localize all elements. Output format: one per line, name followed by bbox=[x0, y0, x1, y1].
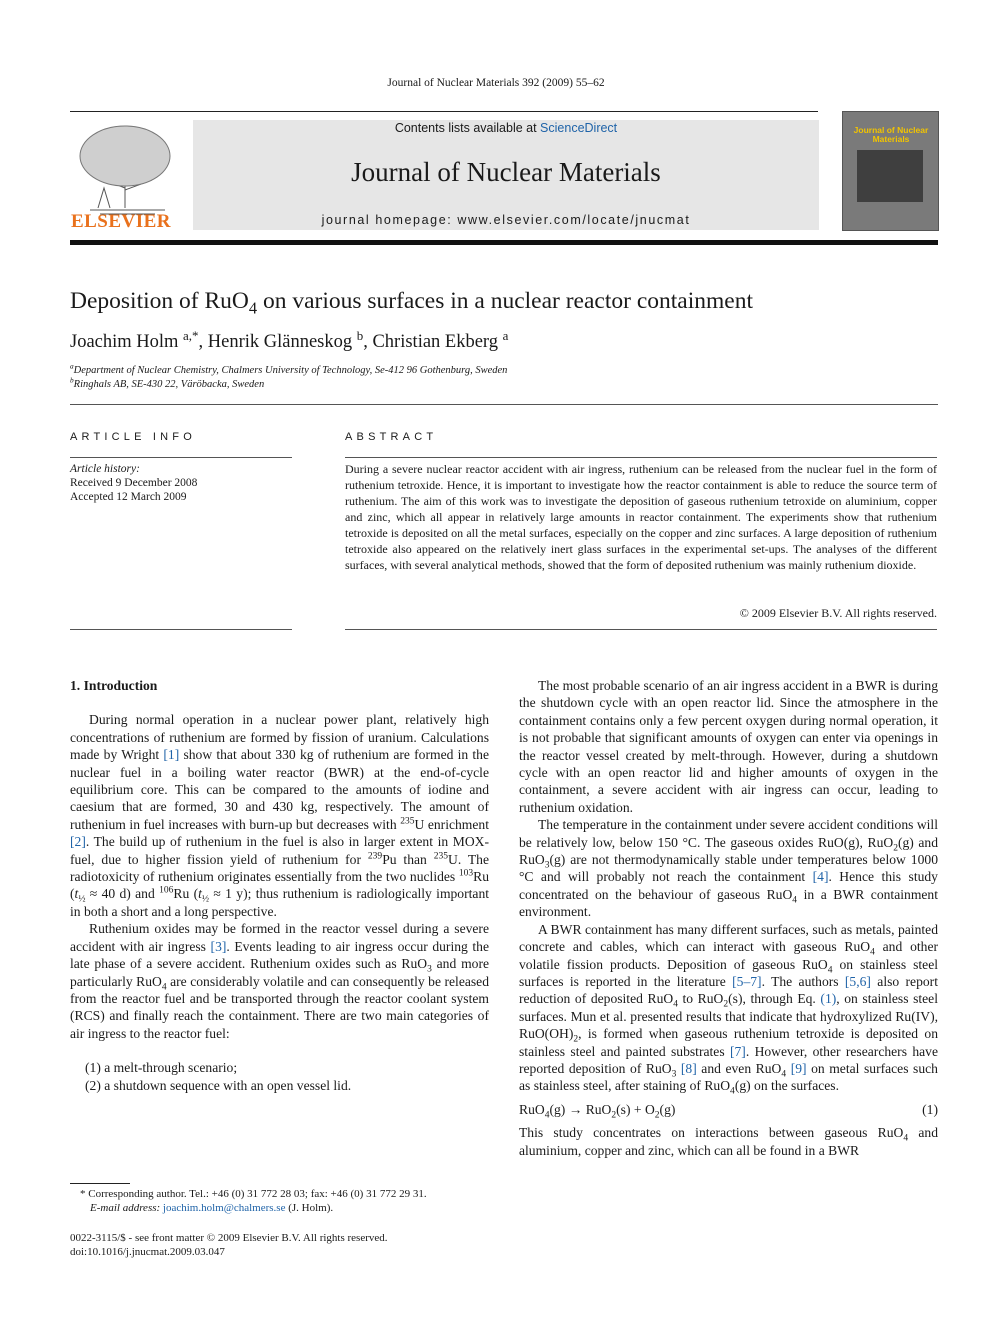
sciencedirect-link[interactable]: ScienceDirect bbox=[540, 121, 618, 135]
journal-title: Journal of Nuclear Materials bbox=[351, 157, 661, 187]
paragraph: Ruthenium oxides may be formed in the reactor vessel during a severe accident with air ingress [3]. Events leading to air ingress occur during the late phase of a severe accident. Ruthenium oxides such as RuO$_3$ and more particularly RuO$_4$ are considerably volatile and can consequently be released from the reactor fuel and be transported through the reactor coolant system (RCS) and finally reach the containment. There are two main categories of air ingress to the reactor fuel: bbox=[70, 921, 490, 1041]
contents-line: Contents lists available at ScienceDirect bbox=[394, 121, 618, 135]
affiliation: $^b$Ringhals AB, SE-430 22, Väröbacka, Sweden bbox=[70, 375, 265, 390]
paragraph: During normal operation in a nuclear power plant, relatively high concentrations of ruthenium are formed by fission of uranium. Calculations made by Wright [1] show that about 330 kg of ruthenium are formed in the nuclear fuel in a boiling water reactor (BWR) at the end-of-cycle equilibrium core. This can be compared to the amounts of iodine and caesium that are formed, 30 and 430 kg, respectively. The amount of ruthenium in fuel increases with burn-up but decreases with $^{235}$U enrichment [2]. The build up of ruthenium in the fuel is also in larger extent in MOX-fuel, due to higher fission yield of ruthenium for $^{239}$Pu than $^{235}$U. The radiotoxicity of ruthenium originates essentially from the two nuclides $^{103}$Ru ($t_{\frac{1}{2}} \approx 40$ d) and $^{106}$Ru ($t_{\frac{1}{2}} \approx 1$ y); thus ruthenium is radiologically important in both a short and a long perspective. bbox=[70, 712, 490, 919]
copyright-line: © 2009 Elsevier B.V. All rights reserved. bbox=[739, 606, 937, 620]
reference-link[interactable]: [3] bbox=[210, 938, 227, 954]
body-column-left bbox=[70, 677, 489, 1094]
reference-link[interactable]: [1] bbox=[163, 747, 180, 763]
footnote-rule bbox=[70, 1183, 130, 1184]
paragraph: This study concentrates on interactions between gaseous RuO$_4$ and aluminium, copper and zinc, which can all be found in a BWR bbox=[519, 1125, 939, 1158]
abstract-heading: ABSTRACT bbox=[345, 431, 438, 443]
divider bbox=[70, 629, 292, 630]
header-thick-rule bbox=[70, 240, 938, 245]
numbered-list bbox=[85, 1059, 489, 1094]
cover-image bbox=[857, 150, 923, 202]
reference-link[interactable]: [8] bbox=[680, 1060, 697, 1076]
article-history: Article history: Received 9 December 2008 Accepted 12 March 2009 bbox=[70, 463, 198, 503]
journal-cover-thumbnail bbox=[842, 111, 939, 231]
list-item: (2) a shutdown sequence with an open vessel lid. bbox=[85, 1077, 352, 1093]
author-name: Christian Ekberg bbox=[372, 332, 499, 352]
article-title: Deposition of RuO$_4$ on various surfaces in a nuclear reactor containment bbox=[70, 288, 753, 318]
paragraph: The most probable scenario of an air ingress accident in a BWR is during the shutdown cycle with an open reactor lid. Since the atmosphere in the containment contains only a few percent oxygen during normal operation, it is not probable that significant amounts of oxygen can enter via openings in the reactor vessel created by melt-through. However, during a shutdown cycle with an open reactor lid and higher amounts of oxygen in the containment, a severe accident with air ingress can occur, leading to ruthenium oxidation. bbox=[519, 678, 938, 815]
journal-homepage[interactable]: journal homepage: www.elsevier.com/locate/jnucmat bbox=[321, 213, 691, 227]
body-column-right bbox=[519, 677, 938, 1159]
divider bbox=[345, 629, 937, 630]
list-item: (1) a melt-through scenario; bbox=[85, 1060, 238, 1076]
reference-link[interactable]: [7] bbox=[729, 1043, 746, 1059]
author-list: Joachim Holm $^{a,*}$, Henrik Glänneskog $^b$, Christian Ekberg $^a$ bbox=[70, 327, 509, 352]
header-rule bbox=[70, 111, 818, 112]
affiliation: $^a$Department of Nuclear Chemistry, Chalmers University of Technology, Se-412 96 Gothenburg, Sweden bbox=[70, 361, 508, 376]
cover-title: Journal of Nuclear Materials bbox=[853, 125, 929, 144]
article-info-heading: ARTICLE INFO bbox=[70, 431, 196, 443]
paragraph: The temperature in the containment under severe accident conditions will be relatively low, below 150 °C. The gaseous oxides RuO(g), RuO$_2$(g) and RuO$_3$(g) are not thermodynamically stable under temperatures below 1000 °C and will probably not reach the containment [4]. Hence this study concentrated on the behaviour of gaseous RuO$_4$ in a BWR containment environment. bbox=[519, 817, 938, 920]
elsevier-wordmark: ELSEVIER bbox=[70, 211, 172, 232]
doi-line[interactable]: doi:10.1016/j.jnucmat.2009.03.047 bbox=[70, 1246, 225, 1258]
email-link[interactable]: joachim.holm@chalmers.se bbox=[162, 1202, 286, 1214]
issn-line: 0022-3115/$ - see front matter © 2009 Elsevier B.V. All rights reserved. bbox=[70, 1232, 388, 1244]
equation-number: (1) bbox=[922, 1101, 938, 1117]
footnote-corresponding: * Corresponding author. Tel.: +46 (0) 31 772 28 03; fax: +46 (0) 31 772 29 31. E-mail address: joachim.holm@chalmers.se (J. Holm). bbox=[80, 1188, 427, 1214]
divider bbox=[345, 457, 937, 458]
reference-link[interactable]: [9] bbox=[790, 1060, 807, 1076]
reference-link[interactable]: [5,6] bbox=[844, 973, 871, 989]
author-name: Joachim Holm bbox=[70, 332, 179, 352]
reference-link[interactable]: [5–7] bbox=[732, 973, 762, 989]
divider bbox=[70, 404, 938, 405]
journal-citation: Journal of Nuclear Materials 392 (2009) 55–62 bbox=[387, 77, 605, 89]
paragraph: A BWR containment has many different surfaces, such as metals, painted concrete and cables, which can interact with gaseous RuO$_4$ and other volatile fission products. Deposition of gaseous RuO$_4$ on stainless steel surfaces is reported in the literature [5–7]. The authors [5,6] also report reduction of deposited RuO$_4$ to RuO$_2$(s), through Eq. (1), on stainless steel surfaces. Mun et al. presented results that indicate that hydroxylized Ru(IV), $RuO(OH)_2$, is formed when gaseous ruthenium tetroxide is deposited on stainless steel and painted substrates [7]. However, other researchers have reported deposition of RuO$_3$ [8] and even RuO$_4$ [9] on metal surfaces such as stainless steel, after staining of RuO$_4$(g) on the surfaces. bbox=[519, 921, 939, 1098]
journal-banner bbox=[193, 120, 819, 230]
section-heading: 1. Introduction bbox=[70, 678, 158, 693]
divider bbox=[70, 457, 292, 458]
equation-link[interactable]: (1) bbox=[820, 991, 837, 1007]
author-name: Henrik Glänneskog bbox=[207, 332, 353, 352]
reference-link[interactable]: [4] bbox=[812, 869, 829, 885]
abstract-text: During a severe nuclear reactor accident with air ingress, ruthenium can be released from the nuclear fuel in the form of ruthenium tetroxide. Hence, it is important to investigate how the reactor containment is able to reduce the source term of ruthenium. The aim of this work was to investigate the deposition of gaseous ruthenium tetroxide on aluminium, copper and zinc, which all appear in relatively large amounts in reactor containment. The experiments show that ruthenium tetroxide is deposited on all the metal surfaces, especially on the copper and zinc surfaces. A large deposition of ruthenium tetroxide also appeared on the relatively inert glass surfaces in the experimental set-ups. The analyses of the different surfaces, with several analytical methods, showed that the form of deposited ruthenium was mainly ruthenium dioxide. bbox=[345, 462, 937, 572]
equation-1: $RuO_4(g) \to RuO_2(s) + O_2(g)$ (1) bbox=[519, 1101, 938, 1121]
reference-link[interactable]: [2] bbox=[70, 834, 86, 850]
